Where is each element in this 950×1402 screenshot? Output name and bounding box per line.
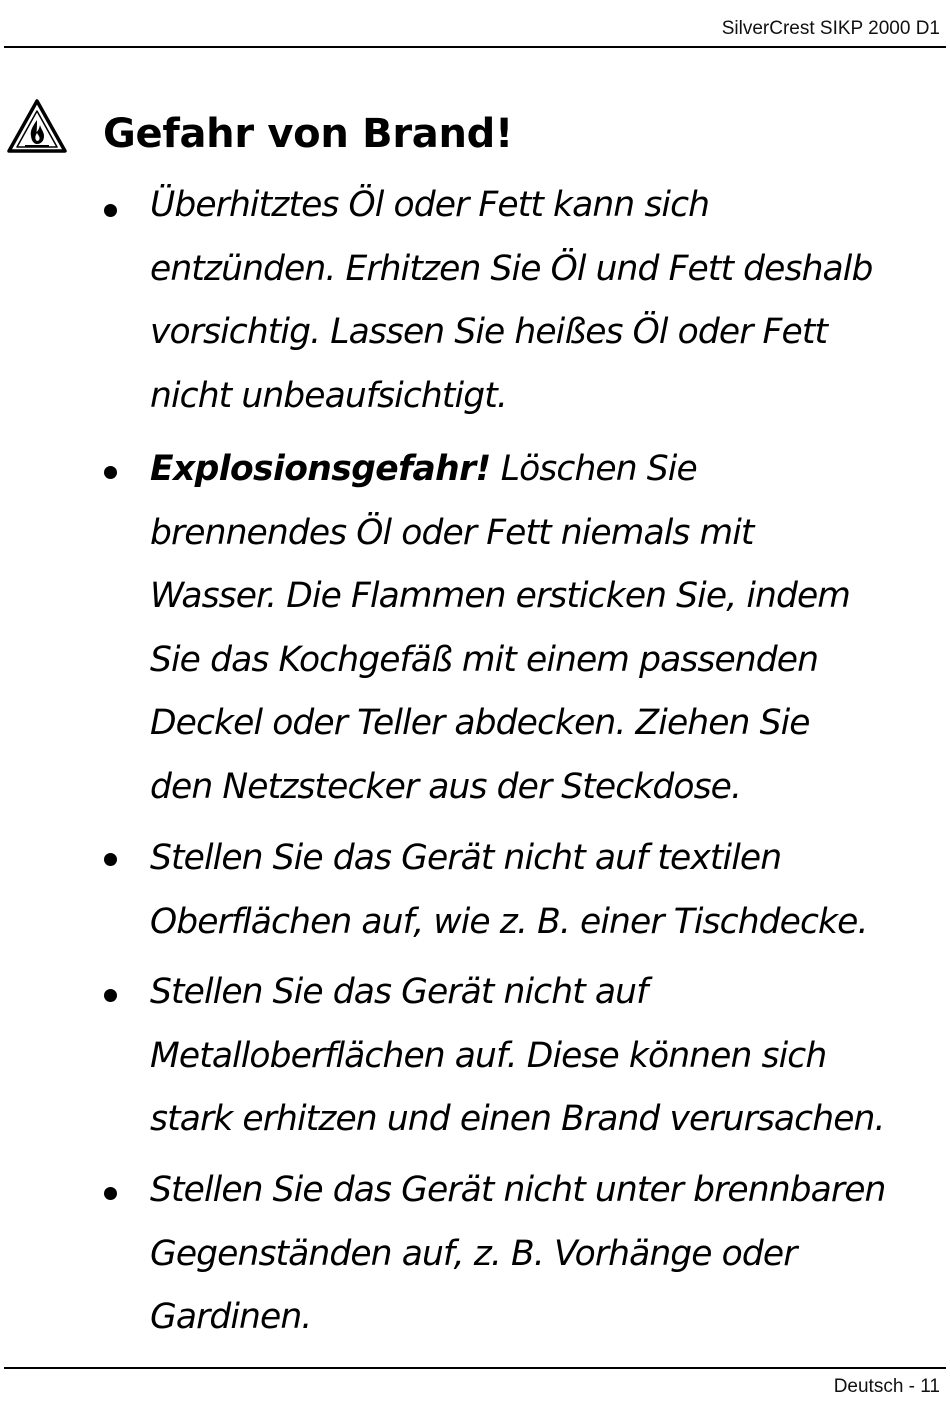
lead-continuation: Löschen Sie: [490, 449, 697, 489]
text-line: Gardinen.: [150, 1297, 312, 1337]
bullet-dot: [104, 204, 117, 217]
text-line: Gegenständen auf, z. B. Vorhänge oder: [150, 1233, 797, 1274]
bullet-text: [150, 961, 940, 1152]
explosion-warning-lead: Explosionsgefahr!: [150, 449, 491, 489]
bullet-text: [150, 1159, 940, 1350]
text-line: vorsichtig. Lassen Sie heißes Öl oder Fett: [150, 312, 828, 352]
text-line: stark erhitzen und einen Brand verursachen.: [150, 1099, 885, 1139]
text-line: Überhitztes Öl oder Fett kann sich: [150, 185, 710, 225]
bullet-text: [150, 174, 940, 428]
bullet-dot: [104, 989, 117, 1002]
text-line: den Netzstecker aus der Steckdose.: [150, 766, 742, 807]
footer-divider: [4, 1367, 946, 1369]
text-line: Metalloberflächen auf. Diese können sich: [150, 1035, 827, 1076]
section-title: Gefahr von Brand!: [103, 111, 513, 157]
text-line: Stellen Sie das Gerät nicht auf: [150, 972, 648, 1012]
bullet-dot: [104, 466, 117, 479]
text-line: Deckel oder Teller abdecken. Ziehen Sie: [150, 703, 810, 743]
bullet-text: [150, 438, 940, 819]
bullet-dot: [104, 1187, 117, 1200]
bullet-text: [150, 827, 940, 954]
page-footer: Deutsch - 11: [833, 1376, 940, 1397]
text-line: Wasser. Die Flammen ersticken Sie, indem: [150, 576, 851, 616]
text-line: Stellen Sie das Gerät nicht unter brennbaren: [150, 1170, 886, 1210]
text-line: entzünden. Erhitzen Sie Öl und Fett deshalb: [150, 248, 873, 289]
fire-warning-triangle-icon: [6, 98, 68, 154]
text-line: nicht unbeaufsichtigt.: [150, 375, 507, 416]
running-header: SilverCrest SIKP 2000 D1: [721, 18, 940, 39]
text-line: brennendes Öl oder Fett niemals mit: [150, 512, 754, 553]
text-line: Stellen Sie das Gerät nicht auf textilen: [150, 838, 782, 878]
text-line: Sie das Kochgefäß mit einem passenden: [150, 639, 819, 680]
text-line: Oberflächen auf, wie z. B. einer Tischdecke.: [150, 901, 868, 942]
text-line: [150, 438, 940, 502]
header-divider: [4, 46, 946, 48]
bullet-dot: [104, 853, 117, 866]
